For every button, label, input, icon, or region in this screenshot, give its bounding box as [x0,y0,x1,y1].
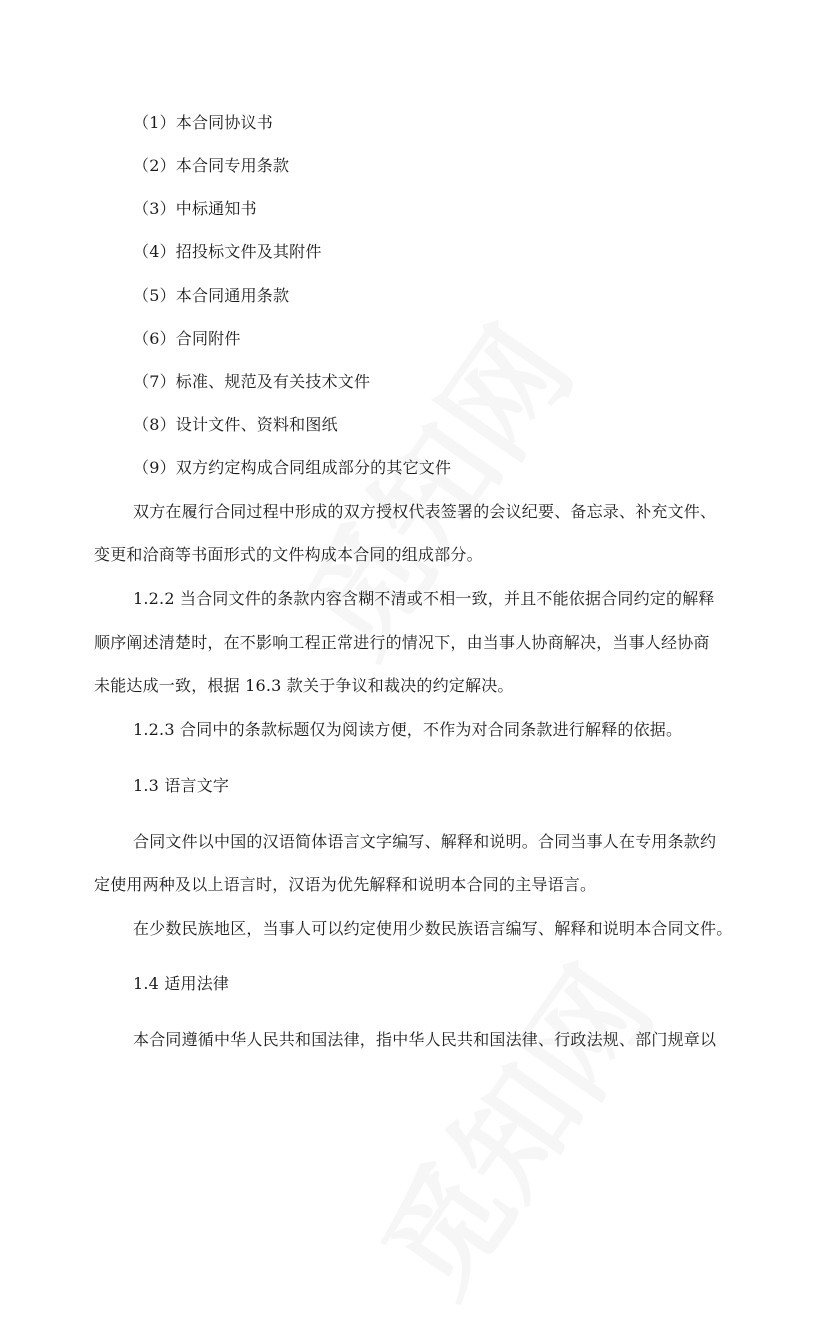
list-item: （3）中标通知书 [133,199,257,218]
paragraph-text: 定使用两种及以上语言时，汉语为优先解释和说明本合同的主导语言。 [94,875,597,894]
list-item: （6）合同附件 [133,329,241,348]
list-item: （1）本合同协议书 [133,113,273,132]
list-item: （5）本合同通用条款 [133,286,290,305]
paragraph-text: 双方在履行合同过程中形成的双方授权代表签署的会议纪要、备忘录、补充文件、 [133,502,717,521]
paragraph-text: 在少数民族地区，当事人可以约定使用少数民族语言编写、解释和说明本合同文件。 [133,919,733,938]
clause-text: 1.2.2 当合同文件的条款内容含糊不清或不相一致，并且不能依据合同约定的解释 [133,589,715,608]
clause-text: 未能达成一致，根据 16.3 款关于争议和裁决的约定解决。 [94,676,514,695]
list-item: （9）双方约定构成合同组成部分的其它文件 [133,458,452,477]
paragraph-text: 本合同遵循中华人民共和国法律，指中华人民共和国法律、行政法规、部门规章以 [133,1030,717,1049]
paragraph-text: 变更和洽商等书面形式的文件构成本合同的组成部分。 [94,545,483,564]
clause-text: 顺序阐述清楚时，在不影响工程正常进行的情况下，由当事人协商解决，当事人经协商 [94,633,710,652]
clause-text: 1.2.3 合同中的条款标题仅为阅读方便，不作为对合同条款进行解释的依据。 [133,720,683,739]
paragraph-text: 合同文件以中国的汉语简体语言文字编写、解释和说明。合同当事人在专用条款约 [133,832,717,851]
watermark-lower [336,929,683,1323]
list-item: （4）招投标文件及其附件 [133,242,322,261]
watermark-upper [256,289,603,683]
list-item: （2）本合同专用条款 [133,156,290,175]
section-heading: 1.4 适用法律 [133,974,230,993]
section-heading: 1.3 语言文字 [133,776,230,795]
list-item: （7）标准、规范及有关技术文件 [133,372,371,391]
list-item: （8）设计文件、资料和图纸 [133,415,338,434]
